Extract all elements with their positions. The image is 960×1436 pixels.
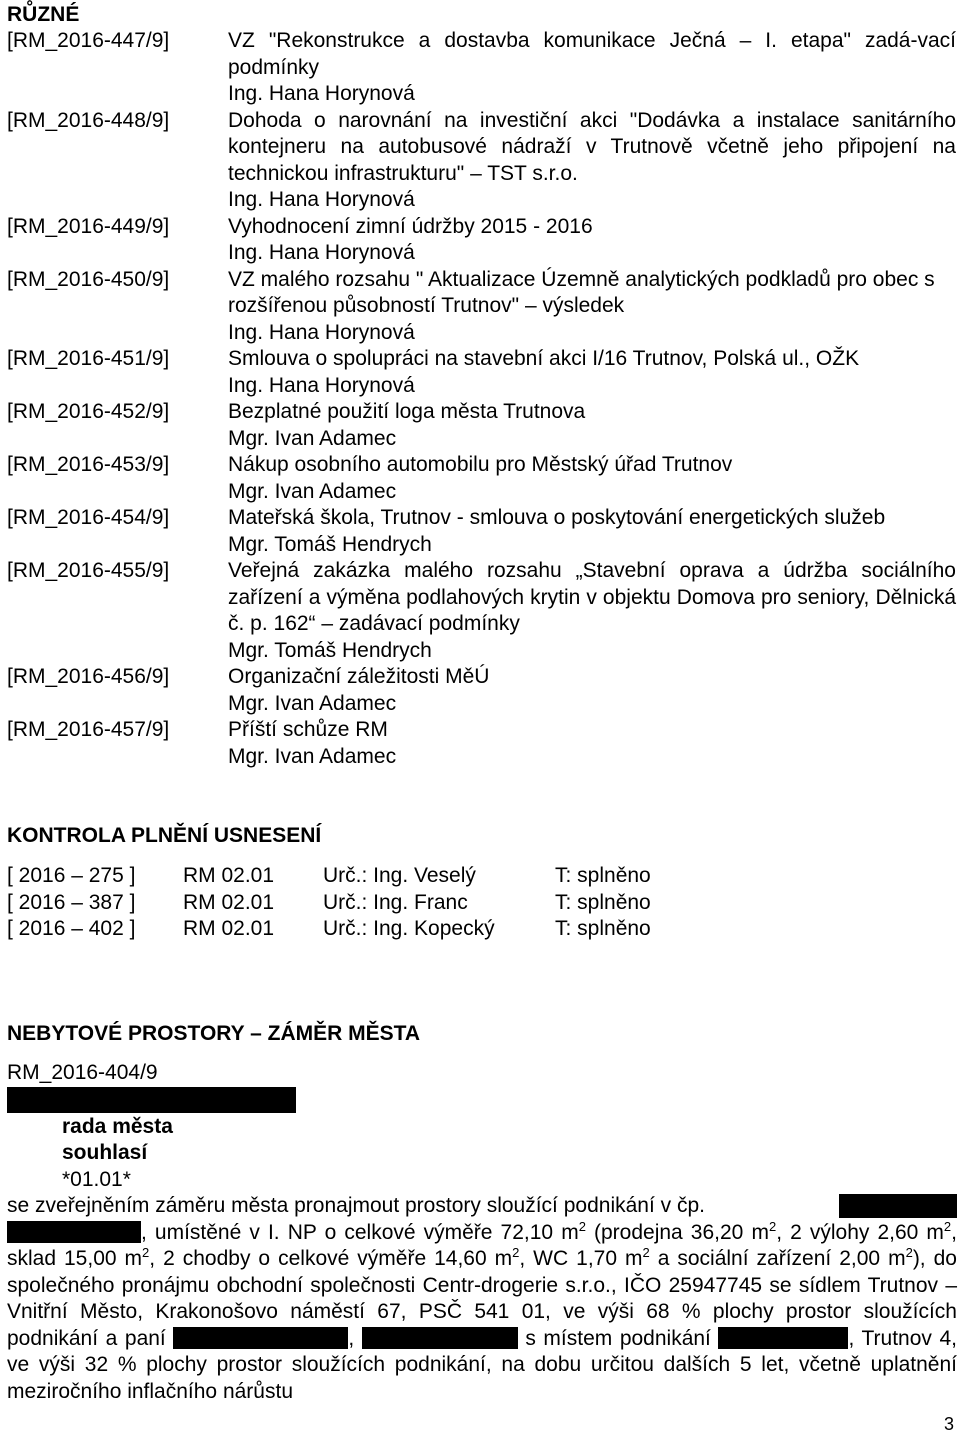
control-status: T: splněno [555, 864, 651, 887]
control-ref: [ 2016 – 275 ] [7, 864, 136, 887]
control-date: RM 02.01 [183, 917, 275, 940]
section-heading-kontrola: KONTROLA PLNĚNÍ USNESENÍ [7, 824, 322, 847]
resolution-point: *01.01* [62, 1168, 131, 1191]
agenda-code: [RM_2016-453/9] [7, 453, 170, 476]
agenda-item [7, 664, 957, 717]
control-responsible: Urč.: Ing. Veselý [323, 864, 476, 887]
agenda-presenter: Mgr. Ivan Adamec [228, 479, 397, 503]
agenda-presenter: Mgr. Ivan Adamec [228, 691, 397, 715]
agenda-code: [RM_2016-449/9] [7, 214, 170, 238]
agenda-code: [RM_2016-451/9] [7, 347, 170, 370]
agenda-item [7, 267, 957, 347]
agenda-code: [RM_2016-452/9] [7, 400, 170, 423]
agenda-item [7, 505, 957, 558]
agenda-title: Dohoda o narovnání na investiční akci "Dodávka a instalace sanitárního kontejneru na autobusové nádraží v Trutnově včetně jeho připojení na technickou infrastrukturu" – TST s.r.o. [228, 108, 956, 185]
agenda-presenter: Mgr. Tomáš Hendrych [228, 532, 432, 556]
agenda-title: VZ "Rekonstrukce a dostavba komunikace Ječná – I. etapa" zadá-vací podmínky [228, 29, 956, 79]
resolution-body-label: rada města [62, 1115, 173, 1138]
agenda-title: Veřejná zakázka malého rozsahu „Stavební oprava a údržba sociálního zařízení a výměna podlahových krytin v objektu Domova pro seniory, Dělnická č. p. 162“ – zadávací podmínky [228, 559, 956, 635]
agenda-list [7, 28, 957, 770]
redaction-bar [362, 1327, 518, 1349]
agenda-code: [RM_2016-450/9] [7, 267, 170, 291]
agenda-code: [RM_2016-455/9] [7, 559, 170, 582]
page-number: 3 [943, 1414, 954, 1434]
agenda-code: [RM_2016-456/9] [7, 665, 170, 688]
control-responsible: Urč.: Ing. Franc [323, 890, 468, 914]
resolution-number: RM_2016-404/9 [7, 1061, 158, 1084]
agenda-title: VZ malého rozsahu " Aktualizace Územně analytických podkladů pro obec s rozšířenou působností Trutnov" – výsledek [228, 267, 935, 317]
control-responsible: Urč.: Ing. Kopecký [323, 917, 495, 940]
agenda-code: [RM_2016-448/9] [7, 108, 170, 132]
agenda-title: Smlouva o spolupráci na stavební akci I/16 Trutnov, Polská ul., OŽK [228, 347, 860, 370]
redaction-bar [7, 1087, 296, 1113]
agenda-item [7, 717, 957, 770]
control-row [7, 863, 705, 890]
agenda-presenter: Ing. Hana Horynová [228, 320, 415, 344]
control-date: RM 02.01 [183, 890, 275, 914]
control-status: T: splněno [555, 890, 651, 914]
agenda-title: Bezplatné použití loga města Trutnova [228, 400, 586, 423]
agenda-presenter: Mgr. Tomáš Hendrych [228, 638, 432, 662]
redaction-bar [173, 1327, 348, 1349]
agenda-item [7, 452, 957, 505]
control-ref: [ 2016 – 402 ] [7, 917, 136, 940]
agenda-presenter: Ing. Hana Horynová [228, 241, 415, 264]
agenda-title: Příští schůze RM [228, 718, 388, 741]
agenda-title: Mateřská škola, Trutnov - smlouva o poskytování energetických služeb [228, 506, 886, 529]
agenda-presenter: Mgr. Ivan Adamec [228, 744, 397, 768]
agenda-item [7, 399, 957, 452]
agenda-title: Organizační záležitosti MěÚ [228, 665, 490, 688]
agenda-presenter: Ing. Hana Horynová [228, 188, 415, 211]
agenda-code: [RM_2016-454/9] [7, 506, 170, 529]
agenda-code: [RM_2016-457/9] [7, 718, 170, 741]
agenda-presenter: Ing. Hana Horynová [228, 82, 415, 105]
control-table [7, 863, 705, 943]
control-date: RM 02.01 [183, 864, 275, 887]
redaction-bar [718, 1327, 848, 1349]
control-status: T: splněno [555, 917, 651, 940]
agenda-item [7, 558, 957, 664]
agenda-presenter: Ing. Hana Horynová [228, 373, 415, 397]
resolution-verb: souhlasí [62, 1141, 148, 1164]
redaction-bar [839, 1194, 957, 1218]
agenda-title: Nákup osobního automobilu pro Městský úřad Trutnov [228, 453, 733, 476]
agenda-presenter: Mgr. Ivan Adamec [228, 426, 397, 450]
agenda-title: Vyhodnocení zimní údržby 2015 - 2016 [228, 214, 593, 238]
control-row [7, 916, 705, 943]
control-ref: [ 2016 – 387 ] [7, 890, 136, 914]
section-heading-ruzne: RŮZNÉ [7, 3, 80, 26]
resolution-text: se zveřejněním záměru města pronajmout prostory sloužící podnikání v čp. , umístěné v I. NP o celkové výměře 72,10 $m^2$ (prodejna 36,20 $m^2$, 2 výlohy 2,60 $m^2$, sklad 15,00 $m^2$, 2 chodby o celkové výměře 14,60 $m^2$, WC 1,70 $m^2$ a sociální zařízení 2,00 $m^2$), do společného pronájmu obchodní společnosti Centr-drogerie s.r.o., IČO 25947745 se sídlem Trutnov – Vnitřní Město, Krakonošovo náměstí 67, PSČ 541 01, ve výši 68 % plochy prostor sloužících podnikání a paní , s místem podnikání , Trutnov 4, ve výši 32 % plochy prostor sloužících podnikání, na dobu určitou dalších 5 let, včetně uplatnění meziročního inflačního nárůstu [7, 1194, 957, 1403]
control-row [7, 890, 705, 917]
agenda-item [7, 108, 957, 214]
agenda-code: [RM_2016-447/9] [7, 29, 170, 52]
section-heading-nebytove: NEBYTOVÉ PROSTORY – ZÁMĚR MĚSTA [7, 1022, 421, 1045]
agenda-item [7, 214, 957, 267]
agenda-item [7, 346, 957, 399]
agenda-item [7, 28, 957, 108]
redaction-bar [7, 1221, 141, 1243]
